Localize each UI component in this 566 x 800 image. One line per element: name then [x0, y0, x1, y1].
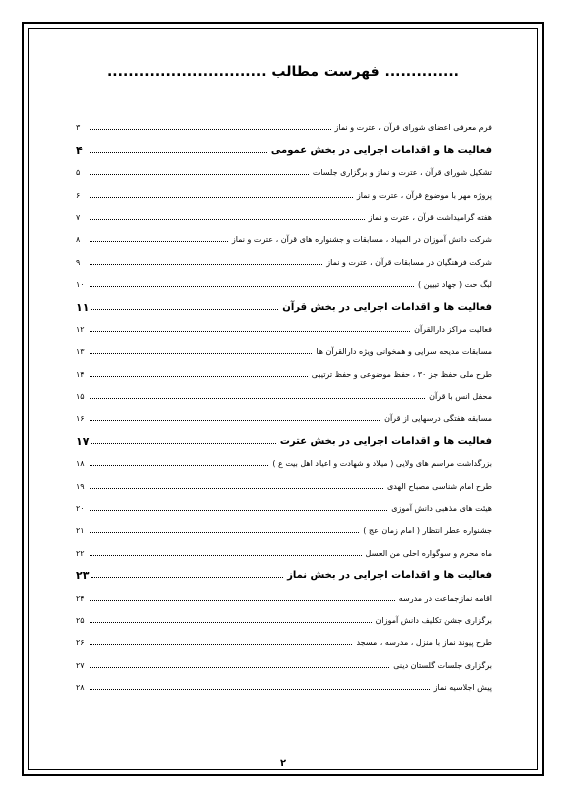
toc-entry — [76, 581, 492, 603]
toc-entry-label: فعالیت مراکز دارالقرآن — [414, 324, 492, 334]
toc-entry — [76, 514, 492, 536]
toc-entry-page: ۲۷ — [76, 660, 85, 670]
toc-dot-leader — [91, 576, 283, 578]
toc-entry-label: بزرگداشت مراسم های ولایی ( میلاد و شهادت و اعیاد اهل بیت ع ) — [272, 459, 492, 469]
toc-entry — [76, 223, 492, 245]
toc-entry-page: ۵ — [76, 168, 81, 178]
toc-dot-leader — [90, 531, 359, 533]
toc-entry-label: فعالیت ها و اقدامات اجرایی در بخش عمومی — [270, 144, 492, 156]
toc-entry-page: ۳ — [76, 123, 81, 133]
title-dots-right: .............. — [384, 64, 459, 80]
toc-dot-leader — [90, 263, 322, 265]
toc-entry-label: جشنواره عطر انتظار ( امام زمان عج ) — [363, 526, 492, 536]
toc-dot-leader — [90, 688, 430, 690]
toc-entry — [76, 335, 492, 357]
toc-entry-page: ۱۸ — [76, 459, 85, 469]
toc-dot-leader — [90, 509, 387, 511]
toc-entry-page: ۱۹ — [76, 481, 85, 491]
toc-entry — [76, 201, 492, 223]
toc-dot-leader — [90, 151, 267, 153]
toc-entry — [76, 156, 492, 178]
toc-entry-label: پروژه مهر با موضوع قرآن ، عترت و نماز — [356, 190, 492, 200]
toc-dot-leader — [90, 599, 395, 601]
toc-section-heading — [76, 559, 492, 581]
toc-dot-leader — [90, 419, 380, 421]
toc-dot-leader — [91, 308, 278, 310]
toc-section-heading — [76, 424, 492, 446]
title-dots-left: .............................. — [106, 64, 267, 80]
toc-entry-page: ۲۵ — [76, 615, 85, 625]
toc-entry — [76, 626, 492, 648]
toc-dot-leader — [90, 173, 309, 175]
toc-entry — [76, 402, 492, 424]
toc-dot-leader — [90, 621, 372, 623]
toc-entry-page: ۸ — [76, 235, 81, 245]
toc-entry — [76, 604, 492, 626]
toc-entry — [76, 536, 492, 558]
toc-dot-leader — [90, 397, 425, 399]
toc-dot-leader — [90, 218, 365, 220]
table-of-contents — [76, 111, 492, 693]
toc-entry-page: ۲۲ — [76, 548, 85, 558]
toc-entry-label: شرکت دانش آموزان در المپیاد ، مسابقات و جشنواره های قرآن ، عترت و نماز — [231, 235, 492, 245]
toc-entry-label: فعالیت ها و اقدامات اجرایی در بخش نماز — [287, 570, 492, 582]
toc-entry-label: طرح امام شناسی مصباح الهدی — [387, 481, 492, 491]
toc-entry-label: محفل انس با قرآن — [429, 392, 492, 402]
toc-entry — [76, 469, 492, 491]
toc-dot-leader — [90, 240, 228, 242]
toc-entry-page: ۲۱ — [76, 526, 85, 536]
toc-entry-page: ۱۰ — [76, 280, 85, 290]
toc-section-heading — [76, 290, 492, 312]
toc-dot-leader — [90, 643, 352, 645]
toc-entry-page: ۲۸ — [76, 683, 85, 693]
toc-entry-page: ۱۳ — [76, 347, 85, 357]
toc-entry-label: هفته گرامیداشت قرآن ، عترت و نماز — [368, 212, 492, 222]
toc-dot-leader — [90, 128, 331, 130]
page-number: ۲ — [279, 758, 287, 769]
toc-entry — [76, 178, 492, 200]
toc-entry — [76, 313, 492, 335]
toc-entry-label: پیش اجلاسیه نماز — [433, 683, 492, 693]
toc-entry — [76, 111, 492, 133]
toc-entry-page: ۲۶ — [76, 638, 85, 648]
title-text: فهرست مطالب — [271, 64, 380, 80]
toc-entry-label: لبگ حت ( جهاد تبیین ) — [418, 280, 492, 290]
toc-entry — [76, 671, 492, 693]
toc-entry-label: شرکت فرهنگیان در مسابقات قرآن ، عترت و نماز — [326, 257, 492, 267]
toc-entry-label: هیئت های مذهبی دانش آموزی — [391, 504, 492, 514]
toc-entry — [76, 447, 492, 469]
toc-dot-leader — [90, 375, 308, 377]
toc-entry-page: ۷ — [76, 212, 81, 222]
toc-entry-page: ۱۴ — [76, 369, 85, 379]
toc-entry — [76, 380, 492, 402]
toc-entry — [76, 268, 492, 290]
toc-entry-label: اقامه نمازجماعت در مدرسه — [398, 593, 492, 603]
toc-entry-label: مسابقه هفتگی درسهایی از قرآن — [384, 414, 492, 424]
toc-entry-page: ۱۷ — [76, 434, 90, 448]
toc-entry-label: مسابقات مدیحه سرایی و همخوانی ویژه دارالقرآن ها — [316, 347, 492, 357]
toc-entry-page: ۲۴ — [76, 593, 85, 603]
toc-entry-label: طرح پیوند نماز با منزل ، مدرسه ، مسجد — [356, 638, 492, 648]
toc-entry-label: فعالیت ها و اقدامات اجرایی در بخش قرآن — [282, 301, 492, 313]
toc-entry-page: ۹ — [76, 257, 81, 267]
toc-entry-page: ۱۶ — [76, 414, 85, 424]
toc-entry — [76, 245, 492, 267]
toc-entry-label: طرح ملی حفظ جز ۳۰ ، حفظ موضوعی و حفظ ترتیبی — [311, 369, 492, 379]
toc-entry-label: تشکیل شورای قرآن ، عترت و نماز و برگزاری جلسات — [312, 168, 492, 178]
toc-dot-leader — [90, 196, 353, 198]
toc-dot-leader — [90, 352, 312, 354]
toc-entry-label: ماه محرم و سوگواره احلی من العسل — [365, 548, 492, 558]
toc-dot-leader — [90, 666, 389, 668]
toc-entry-label: فعالیت ها و اقدامات اجرایی در بخش عترت — [279, 435, 492, 447]
toc-entry-page: ۶ — [76, 190, 81, 200]
toc-entry-page: ۲۳ — [76, 569, 90, 583]
toc-entry — [76, 357, 492, 379]
toc-entry-page: ۱۲ — [76, 324, 85, 334]
toc-entry — [76, 492, 492, 514]
toc-entry-page: ۱۱ — [76, 300, 90, 314]
toc-entry-label: برگزاری جلسات گلستان دینی — [393, 660, 492, 670]
toc-dot-leader — [90, 330, 410, 332]
toc-entry — [76, 648, 492, 670]
toc-dot-leader — [90, 554, 362, 556]
toc-dot-leader — [90, 285, 414, 287]
page-title — [0, 64, 566, 80]
toc-entry-page: ۲۰ — [76, 504, 85, 514]
toc-entry-page: ۴ — [76, 143, 83, 157]
toc-dot-leader — [90, 464, 268, 466]
toc-entry-label: فرم معرفی اعضای شورای قرآن ، عترت و نماز — [334, 123, 492, 133]
toc-section-heading — [76, 133, 492, 155]
toc-dot-leader — [90, 487, 383, 489]
toc-dot-leader — [91, 442, 275, 444]
toc-entry-page: ۱۵ — [76, 392, 85, 402]
toc-entry-label: برگزاری جشن تکلیف دانش آموزان — [375, 615, 492, 625]
